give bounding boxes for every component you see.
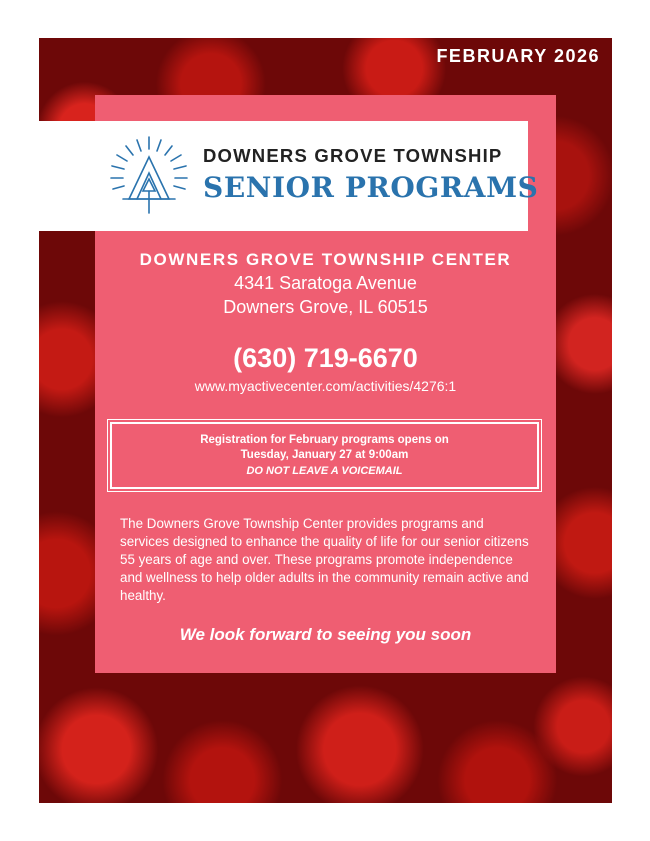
org-name: DOWNERS GROVE TOWNSHIP (203, 145, 503, 166)
sunburst-mountain-tree-icon (109, 133, 189, 221)
website-url: www.myactivecenter.com/activities/4276:1 (194, 378, 457, 394)
registration-date: Tuesday, January 27 at 9:00am (240, 449, 409, 461)
center-city: Downers Grove, IL 60515 (223, 297, 428, 317)
registration-notice (110, 422, 539, 489)
center-title: DOWNERS GROVE TOWNSHIP CENTER (139, 250, 512, 269)
center-street: 4341 Saratoga Avenue (234, 273, 417, 293)
issue-month: FEBRUARY 2026 (436, 46, 600, 66)
phone-number: (630) 719-6670 (233, 343, 418, 373)
logo-banner (39, 121, 539, 231)
program-name: SENIOR PROGRAMS (203, 171, 539, 204)
cover-page (39, 38, 612, 803)
closing-message: We look forward to seeing you soon (179, 625, 472, 644)
description-paragraph: The Downers Grove Township Center provides programs and services designed to enhance the quality of life for our senior citizens 55 years of age and over. These programs promote independence and wellness to help older adults in the community remain active and healthy. (120, 516, 529, 603)
voicemail-warning: DO NOT LEAVE A VOICEMAIL (246, 465, 403, 477)
registration-line-1: Registration for February programs opens on (200, 434, 449, 446)
